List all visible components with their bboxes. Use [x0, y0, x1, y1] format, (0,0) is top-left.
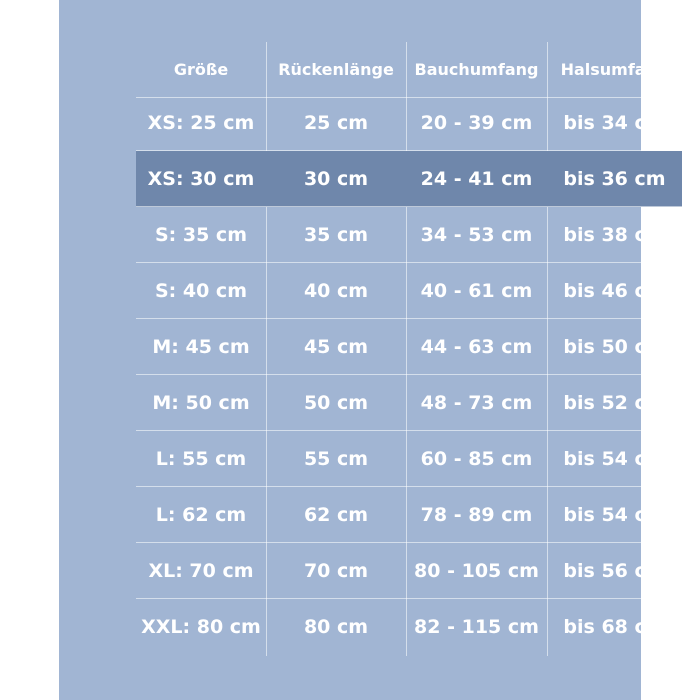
belly-girth-cell: 34 - 53 cm	[420, 224, 533, 246]
neck-girth-cell: bis 56 cm	[563, 560, 666, 582]
table-row	[136, 375, 682, 431]
back-length-cell: 70 cm	[303, 560, 369, 582]
table-row	[136, 487, 682, 543]
back-length-cell: 80 cm	[303, 616, 369, 638]
table-header-row	[136, 42, 682, 98]
size-cell: XS: 25 cm	[147, 112, 255, 134]
back-length-cell: 45 cm	[303, 336, 369, 358]
neck-girth-cell: bis 50 cm	[563, 336, 666, 358]
size-cell: L: 55 cm	[155, 448, 247, 470]
table-row	[136, 599, 682, 655]
size-cell: L: 62 cm	[155, 504, 247, 526]
neck-girth-cell: bis 54 cm	[563, 504, 666, 526]
belly-girth-cell: 48 - 73 cm	[420, 392, 533, 414]
back-length-cell: 35 cm	[303, 224, 369, 246]
table-row-highlighted	[136, 151, 682, 207]
belly-girth-cell: 80 - 105 cm	[414, 560, 539, 582]
belly-girth-cell: 20 - 39 cm	[420, 112, 533, 134]
belly-girth-cell: 44 - 63 cm	[420, 336, 533, 358]
belly-girth-cell: 78 - 89 cm	[420, 504, 533, 526]
back-length-cell: 25 cm	[303, 112, 369, 134]
belly-girth-cell: 40 - 61 cm	[420, 280, 533, 302]
belly-girth-cell: 24 - 41 cm	[420, 168, 533, 190]
neck-girth-cell: bis 38 cm	[563, 224, 666, 246]
neck-girth-cell: bis 46 cm	[563, 280, 666, 302]
table-row	[136, 319, 682, 375]
back-length-cell: 30 cm	[303, 168, 369, 190]
back-length-cell: 40 cm	[303, 280, 369, 302]
header-rueckenlaenge: Rückenlänge	[278, 60, 394, 79]
table-row	[136, 95, 682, 151]
header-bauchumfang: Bauchumfang	[414, 60, 539, 79]
header-groesse: Größe	[173, 60, 229, 79]
belly-girth-cell: 82 - 115 cm	[414, 616, 539, 638]
back-length-cell: 55 cm	[303, 448, 369, 470]
size-cell: M: 50 cm	[152, 392, 250, 414]
back-length-cell: 50 cm	[303, 392, 369, 414]
header-halsumfang: Halsumfang	[560, 60, 669, 79]
neck-girth-cell: bis 34 cm	[563, 112, 666, 134]
size-cell: M: 45 cm	[152, 336, 250, 358]
back-length-cell: 62 cm	[303, 504, 369, 526]
size-cell: XXL: 80 cm	[141, 616, 261, 638]
size-chart-table	[136, 42, 682, 656]
neck-girth-cell: bis 52 cm	[563, 392, 666, 414]
table-row	[136, 543, 682, 599]
size-cell: S: 35 cm	[154, 224, 247, 246]
size-cell: S: 40 cm	[154, 280, 247, 302]
size-cell: XL: 70 cm	[148, 560, 254, 582]
belly-girth-cell: 60 - 85 cm	[420, 448, 533, 470]
neck-girth-cell: bis 54 cm	[563, 448, 666, 470]
table-row	[136, 431, 682, 487]
size-cell: XS: 30 cm	[147, 168, 255, 190]
table-row	[136, 207, 682, 263]
neck-girth-cell: bis 36 cm	[563, 168, 666, 190]
neck-girth-cell: bis 68 cm	[563, 616, 666, 638]
table-row	[136, 263, 682, 319]
size-chart-panel	[59, 0, 669, 700]
